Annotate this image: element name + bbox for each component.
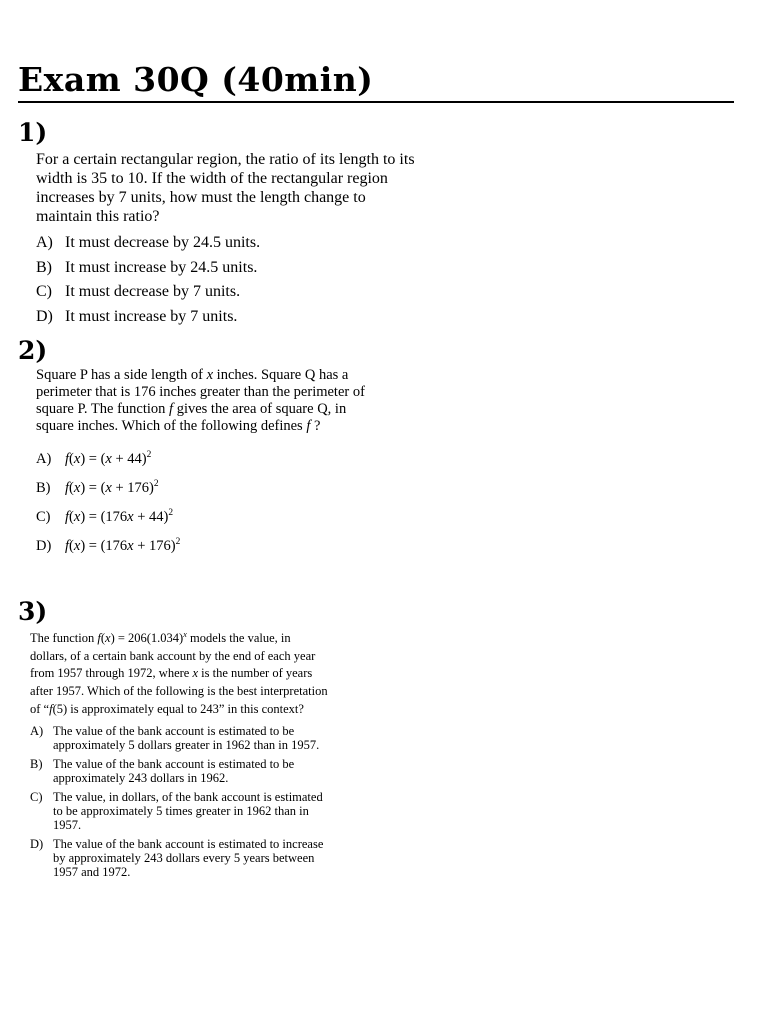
option-text: $f(x) = (176x + 44)^2$ (65, 508, 174, 525)
question-2-option-c[interactable] (36, 509, 386, 538)
question-2 (36, 367, 386, 567)
question-1-stem: For a certain rectangular region, the ratio of its length to its width is 35 to 10. If the width of the rectangular region increases by 7 units, how must the length change to maintain this ratio? (36, 151, 415, 225)
option-letter: B) (36, 258, 52, 276)
option-letter: C) (30, 789, 43, 804)
option-text: It must decrease by 7 units. (65, 283, 241, 300)
question-3-option-a[interactable] (30, 724, 330, 752)
question-3-options (30, 724, 330, 879)
question-1-option-b[interactable] (36, 258, 416, 283)
question-3-stem: The function $f(x) = 206(1.034)^x$ models the value, in dollars, of a certain bank account by the end of each year from 1957 through 1972, where x is the number of years after 1957. Which of the following is the best interpretation of “f(5) is approximately equal to 243” in this context? (30, 629, 328, 716)
option-text: $f(x) = (176x + 176)^2$ (65, 537, 181, 554)
option-text: The value of the bank account is estimated to increase by approximately 243 dollars every 5 years between 1957 and 1972. (53, 836, 324, 879)
option-letter: A) (36, 451, 52, 467)
option-text: The value of the bank account is estimated to be approximately 5 dollars greater in 1962 than in 1957. (53, 723, 320, 752)
option-text: It must increase by 7 units. (65, 307, 238, 325)
title-divider (18, 101, 734, 103)
option-letter: D) (30, 836, 44, 851)
exam-title: Exam 30Q (40min) (18, 60, 374, 99)
option-text: The value of the bank account is estimated to be approximately 243 dollars in 1962. (53, 756, 295, 785)
option-letter: D) (36, 307, 53, 325)
question-2-number: 2) (18, 336, 48, 365)
question-2-option-d[interactable] (36, 538, 386, 567)
option-text: $f(x) = (x + 44)^2$ (65, 450, 152, 467)
question-1-option-c[interactable] (36, 282, 416, 307)
option-letter: C) (36, 283, 52, 300)
question-2-stem: Square P has a side length of x inches. Square Q has a perimeter that is 176 inches greater than the perimeter of square P. The function f gives the area of square Q, in square inches. Which of the following defines f ? (36, 367, 365, 434)
question-3 (30, 630, 330, 884)
question-3-number: 3) (18, 597, 48, 626)
question-3-option-c[interactable] (30, 790, 330, 832)
question-1 (36, 150, 416, 331)
question-2-option-b[interactable] (36, 480, 386, 509)
question-1-number: 1) (18, 118, 48, 147)
option-letter: A) (36, 234, 53, 251)
option-letter: A) (30, 723, 44, 738)
question-3-option-b[interactable] (30, 757, 330, 785)
option-letter: B) (30, 756, 43, 771)
question-1-option-d[interactable] (36, 307, 416, 332)
option-text: $f(x) = (x + 176)^2$ (65, 479, 159, 496)
option-text: The value, in dollars, of the bank account is estimated to be approximately 5 times greater in 1962 than in 1957. (53, 789, 323, 832)
option-text: It must decrease by 24.5 units. (65, 234, 261, 251)
option-letter: B) (36, 480, 51, 496)
question-2-option-a[interactable] (36, 451, 386, 480)
question-1-option-a[interactable] (36, 233, 416, 258)
option-letter: C) (36, 509, 51, 525)
question-3-option-d[interactable] (30, 837, 330, 879)
question-2-options (36, 451, 386, 567)
option-letter: D) (36, 538, 52, 554)
option-text: It must increase by 24.5 units. (65, 258, 258, 276)
question-1-options (36, 233, 416, 331)
